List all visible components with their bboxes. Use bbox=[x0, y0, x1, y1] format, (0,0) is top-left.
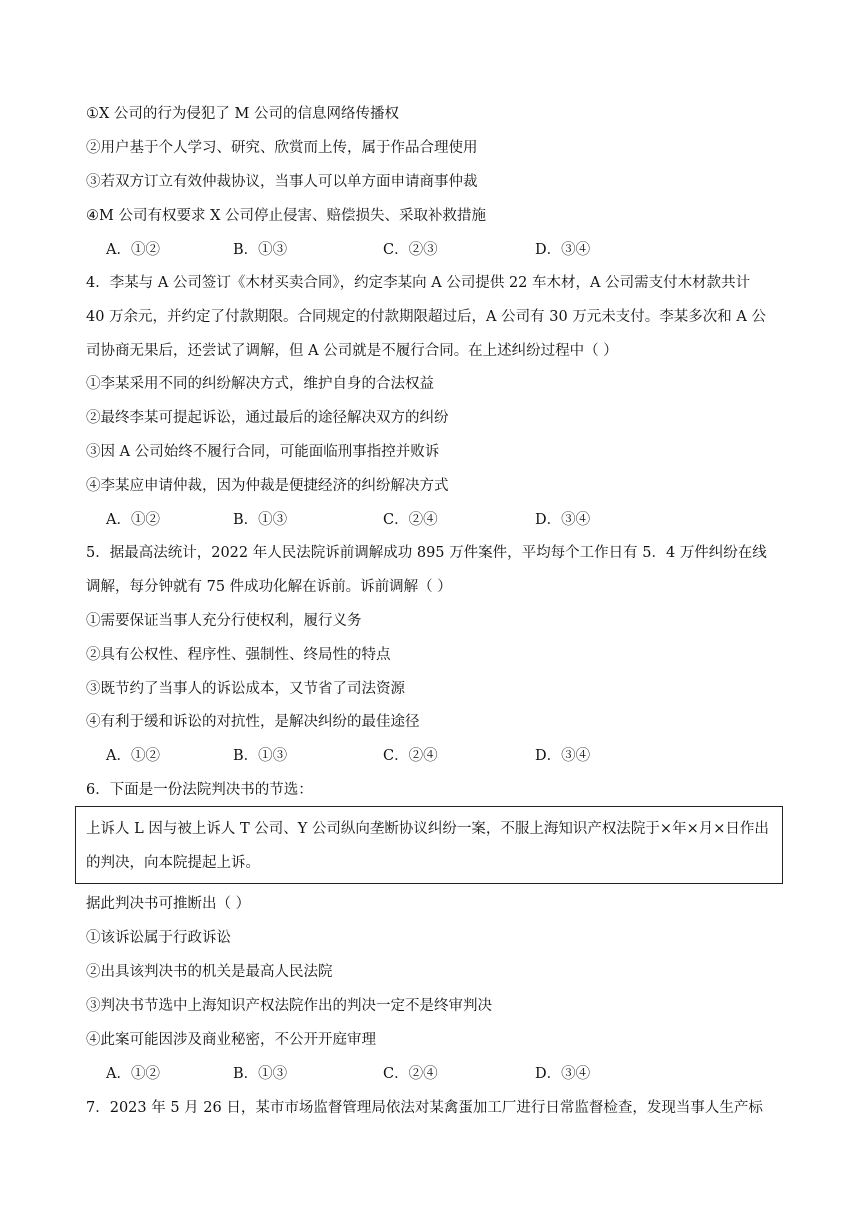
q5-option-a: A．①② bbox=[106, 748, 160, 764]
q3-option-d: D．③④ bbox=[535, 242, 591, 258]
q6-item-4: ④此案可能因涉及商业秘密，不公开开庭审理 bbox=[86, 1032, 376, 1048]
q3-item-3: ③若双方订立有效仲裁协议，当事人可以单方面申请商事仲裁 bbox=[86, 174, 478, 190]
q5-stem-line-2: 调解，每分钟就有 75 件成功化解在诉前。诉前调解（ ） bbox=[86, 579, 452, 595]
judgment-excerpt-box bbox=[75, 806, 783, 884]
q5-option-d: D．③④ bbox=[535, 748, 591, 764]
q4-stem-line-3: 司协商无果后，还尝试了调解，但 A 公司就是不履行合同。在上述纠纷过程中（ ） bbox=[86, 343, 618, 359]
q5-item-4: ④有利于缓和诉讼的对抗性，是解决纠纷的最佳途径 bbox=[86, 714, 420, 730]
q3-option-a: A．①② bbox=[106, 242, 160, 258]
q6-option-d: D．③④ bbox=[535, 1066, 591, 1082]
q3-item-4: ④M 公司有权要求 X 公司停止侵害、赔偿损失、采取补救措施 bbox=[86, 208, 486, 224]
q4-item-3: ③因 A 公司始终不履行合同，可能面临刑事指控并败诉 bbox=[86, 444, 440, 460]
q4-option-a: A．①② bbox=[106, 512, 160, 528]
q4-item-1: ①李某采用不同的纠纷解决方式，维护自身的合法权益 bbox=[86, 376, 434, 392]
q6-item-3: ③判决书节选中上海知识产权法院作出的判决一定不是终审判决 bbox=[86, 998, 492, 1014]
q6-stem: 6．下面是一份法院判决书的节选： bbox=[86, 782, 313, 798]
q6-option-c: C．②④ bbox=[383, 1066, 438, 1082]
q4-stem-line-1: 4．李某与 A 公司签订《木材买卖合同》，约定李某向 A 公司提供 22 车木材，A 公司需支付木材款共计 bbox=[86, 275, 751, 291]
q6-item-1: ①该诉讼属于行政诉讼 bbox=[86, 930, 231, 946]
judgment-excerpt-line-2: 的判决，向本院提起上诉。 bbox=[86, 855, 260, 871]
judgment-excerpt-line-1: 上诉人 L 因与被上诉人 T 公司、Y 公司纵向垄断协议纠纷一案，不服上海知识产权法院于×年×月×日作出 bbox=[86, 821, 769, 837]
q5-stem-line-1: 5．据最高法统计，2022 年人民法院诉前调解成功 895 万件案件，平均每个工作日有 5．4 万件纠纷在线 bbox=[86, 545, 767, 561]
q4-option-c: C．②④ bbox=[383, 512, 438, 528]
q7-stem-line-1: 7．2023 年 5 月 26 日，某市市场监督管理局依法对某禽蛋加工厂进行日常监督检查，发现当事人生产标 bbox=[86, 1100, 763, 1116]
q5-option-c: C．②④ bbox=[383, 748, 438, 764]
q4-item-2: ②最终李某可提起诉讼，通过最后的途径解决双方的纠纷 bbox=[86, 410, 449, 426]
q4-option-b: B．①③ bbox=[233, 512, 288, 528]
q6-item-2: ②出具该判决书的机关是最高人民法院 bbox=[86, 964, 333, 980]
q3-item-2: ②用户基于个人学习、研究、欣赏而上传，属于作品合理使用 bbox=[86, 140, 478, 156]
q6-option-b: B．①③ bbox=[233, 1066, 288, 1082]
q5-item-2: ②具有公权性、程序性、强制性、终局性的特点 bbox=[86, 647, 391, 663]
q6-lead: 据此判决书可推断出（ ） bbox=[86, 896, 251, 912]
q4-stem-line-2: 40 万余元，并约定了付款期限。合同规定的付款期限超过后，A 公司有 30 万元未支付。李某多次和 A 公 bbox=[86, 309, 766, 325]
q4-item-4: ④李某应申请仲裁，因为仲裁是便捷经济的纠纷解决方式 bbox=[86, 478, 449, 494]
q3-option-b: B．①③ bbox=[233, 242, 288, 258]
q3-option-c: C．②③ bbox=[383, 242, 438, 258]
q6-option-a: A．①② bbox=[106, 1066, 160, 1082]
q3-item-1: ①X 公司的行为侵犯了 M 公司的信息网络传播权 bbox=[86, 106, 399, 122]
q4-option-d: D．③④ bbox=[535, 512, 591, 528]
q5-item-3: ③既节约了当事人的诉讼成本，又节省了司法资源 bbox=[86, 681, 405, 697]
q5-option-b: B．①③ bbox=[233, 748, 288, 764]
q5-item-1: ①需要保证当事人充分行使权利，履行义务 bbox=[86, 613, 362, 629]
